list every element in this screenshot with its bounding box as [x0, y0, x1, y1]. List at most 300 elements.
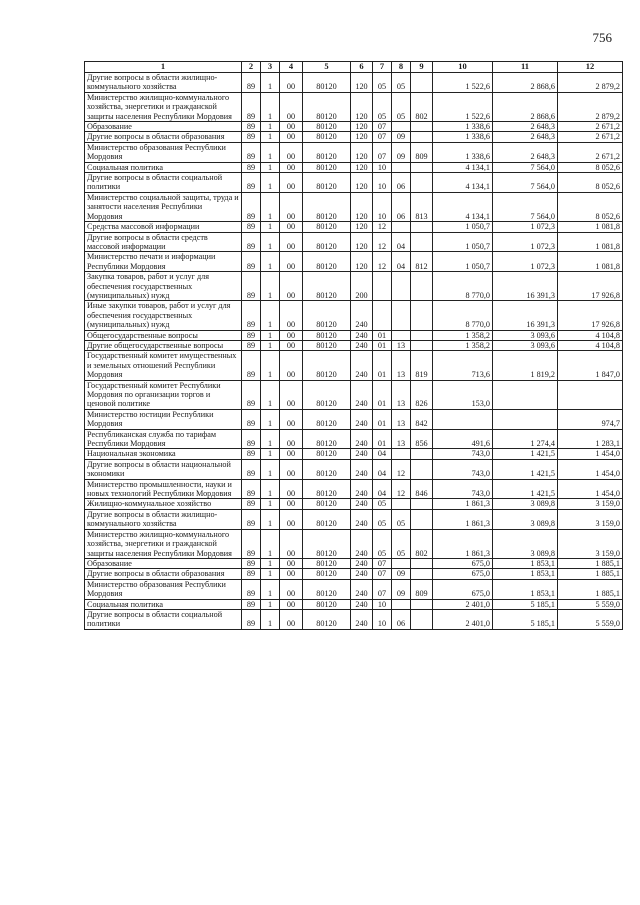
table-cell: [373, 301, 392, 330]
table-cell: 819: [411, 351, 433, 380]
table-cell: 1: [261, 122, 280, 132]
table-cell: 80120: [303, 173, 351, 193]
table-cell: 00: [280, 122, 303, 132]
table-cell: 2 868,6: [493, 92, 558, 121]
table-cell: [392, 162, 411, 172]
table-cell: 89: [242, 301, 261, 330]
table-cell: 1: [261, 509, 280, 529]
table-cell: 1 819,2: [493, 351, 558, 380]
table-cell: 01: [373, 330, 392, 340]
table-cell: 2 671,2: [558, 122, 623, 132]
table-cell: 00: [280, 132, 303, 142]
table-cell: 89: [242, 409, 261, 429]
table-cell: 7 564,0: [493, 162, 558, 172]
table-cell: 3 093,6: [493, 340, 558, 350]
table-cell: [411, 569, 433, 579]
row-label: Министерство образования Республики Мордовия: [85, 579, 242, 599]
table-cell: 743,0: [433, 479, 493, 499]
table-cell: [411, 609, 433, 629]
table-cell: [433, 409, 493, 429]
table-cell: 89: [242, 122, 261, 132]
table-cell: 05: [392, 529, 411, 558]
table-cell: 00: [280, 558, 303, 568]
table-cell: 675,0: [433, 558, 493, 568]
table-cell: 4 134,1: [433, 192, 493, 221]
table-cell: 13: [392, 409, 411, 429]
table-cell: 4 134,1: [433, 173, 493, 193]
table-cell: [411, 173, 433, 193]
table-cell: 802: [411, 92, 433, 121]
table-cell: 200: [351, 272, 373, 301]
table-cell: 89: [242, 459, 261, 479]
table-cell: 1 522,6: [433, 92, 493, 121]
table-cell: 89: [242, 479, 261, 499]
table-cell: [411, 558, 433, 568]
table-cell: 05: [373, 499, 392, 509]
row-label: Другие вопросы в области средств массовой информации: [85, 232, 242, 252]
table-cell: 153,0: [433, 380, 493, 409]
table-cell: [392, 499, 411, 509]
table-cell: 89: [242, 330, 261, 340]
table-cell: 743,0: [433, 449, 493, 459]
table-cell: 17 926,8: [558, 272, 623, 301]
table-row: [85, 529, 623, 558]
table-cell: 8 052,6: [558, 173, 623, 193]
table-cell: 1 454,0: [558, 449, 623, 459]
table-cell: 89: [242, 509, 261, 529]
table-cell: 743,0: [433, 459, 493, 479]
table-cell: 1: [261, 459, 280, 479]
table-cell: 1: [261, 340, 280, 350]
table-cell: 1 338,6: [433, 142, 493, 162]
table-cell: [392, 449, 411, 459]
table-cell: 1: [261, 599, 280, 609]
table-cell: 80120: [303, 73, 351, 93]
table-cell: 89: [242, 449, 261, 459]
table-cell: 826: [411, 380, 433, 409]
table-cell: 1 358,2: [433, 340, 493, 350]
table-cell: 5 559,0: [558, 599, 623, 609]
table-cell: 05: [373, 92, 392, 121]
table-cell: 01: [373, 429, 392, 449]
table-cell: 2 879,2: [558, 92, 623, 121]
table-cell: [411, 499, 433, 509]
table-cell: 1: [261, 192, 280, 221]
table-cell: 09: [392, 579, 411, 599]
row-label: Государственный комитет имущественных и земельных отношений Республики Мордовия: [85, 351, 242, 380]
table-cell: 240: [351, 599, 373, 609]
table-cell: [411, 330, 433, 340]
table-row: [85, 92, 623, 121]
row-label: Министерство промышленности, науки и новых технологий Республики Мордовия: [85, 479, 242, 499]
table-cell: [493, 409, 558, 429]
table-cell: 80120: [303, 479, 351, 499]
table-cell: 06: [392, 192, 411, 221]
table-cell: 1: [261, 330, 280, 340]
table-cell: 00: [280, 272, 303, 301]
table-cell: 1: [261, 409, 280, 429]
table-cell: 3 159,0: [558, 499, 623, 509]
table-cell: 1: [261, 252, 280, 272]
table-row: [85, 142, 623, 162]
table-row: [85, 330, 623, 340]
table-cell: [558, 380, 623, 409]
table-cell: 89: [242, 599, 261, 609]
table-row: [85, 132, 623, 142]
table-cell: [411, 459, 433, 479]
table-cell: 4 134,1: [433, 162, 493, 172]
row-label: Жилищно-коммунальное хозяйство: [85, 499, 242, 509]
table-cell: 00: [280, 301, 303, 330]
table-row: [85, 558, 623, 568]
table-cell: 01: [373, 351, 392, 380]
table-cell: 89: [242, 579, 261, 599]
table-cell: 00: [280, 459, 303, 479]
table-cell: 240: [351, 609, 373, 629]
table-cell: 2 671,2: [558, 142, 623, 162]
table-cell: [392, 301, 411, 330]
table-cell: 89: [242, 173, 261, 193]
table-cell: [411, 272, 433, 301]
table-cell: 1 050,7: [433, 222, 493, 232]
table-cell: 00: [280, 479, 303, 499]
table-cell: 120: [351, 132, 373, 142]
table-cell: 12: [373, 222, 392, 232]
table-cell: 120: [351, 92, 373, 121]
table-cell: 491,6: [433, 429, 493, 449]
table-row: [85, 301, 623, 330]
table-cell: 06: [392, 173, 411, 193]
table-cell: 00: [280, 162, 303, 172]
table-cell: 10: [373, 173, 392, 193]
table-cell: 1 338,6: [433, 122, 493, 132]
table-cell: [411, 162, 433, 172]
table-cell: [411, 301, 433, 330]
table-cell: 89: [242, 232, 261, 252]
table-cell: 240: [351, 330, 373, 340]
table-cell: [411, 449, 433, 459]
table-cell: 1 338,6: [433, 132, 493, 142]
table-cell: 01: [373, 340, 392, 350]
table-cell: 09: [392, 142, 411, 162]
table-cell: 1: [261, 142, 280, 162]
row-label: Государственный комитет Республики Мордовия по организации торгов и ценовой политике: [85, 380, 242, 409]
table-cell: 80120: [303, 429, 351, 449]
table-cell: 1 522,6: [433, 73, 493, 93]
table-row: [85, 340, 623, 350]
table-cell: [411, 222, 433, 232]
column-header: 11: [493, 62, 558, 73]
table-cell: 1 421,5: [493, 479, 558, 499]
table-cell: 120: [351, 173, 373, 193]
table-cell: 07: [373, 132, 392, 142]
table-cell: 1: [261, 232, 280, 252]
table-cell: 00: [280, 330, 303, 340]
column-header: 1: [85, 62, 242, 73]
table-cell: 1 421,5: [493, 449, 558, 459]
table-cell: [411, 122, 433, 132]
table-cell: 1 274,4: [493, 429, 558, 449]
table-row: [85, 509, 623, 529]
column-header: 5: [303, 62, 351, 73]
row-label: Национальная экономика: [85, 449, 242, 459]
row-label: Республиканская служба по тарифам Республики Мордовия: [85, 429, 242, 449]
budget-table: [84, 61, 623, 630]
table-cell: 80120: [303, 569, 351, 579]
table-cell: 713,6: [433, 351, 493, 380]
table-cell: 2 401,0: [433, 599, 493, 609]
table-cell: 240: [351, 509, 373, 529]
table-cell: 80120: [303, 459, 351, 479]
table-cell: 80120: [303, 142, 351, 162]
table-cell: 856: [411, 429, 433, 449]
table-cell: 1: [261, 579, 280, 599]
table-cell: 3 089,8: [493, 499, 558, 509]
table-cell: [411, 232, 433, 252]
table-cell: 120: [351, 252, 373, 272]
row-label: Социальная политика: [85, 162, 242, 172]
table-cell: 120: [351, 73, 373, 93]
row-label: Другие общегосударственные вопросы: [85, 340, 242, 350]
table-cell: 80120: [303, 92, 351, 121]
table-cell: 00: [280, 351, 303, 380]
table-cell: 10: [373, 162, 392, 172]
table-cell: [411, 509, 433, 529]
table-cell: 00: [280, 173, 303, 193]
table-cell: 13: [392, 351, 411, 380]
table-row: [85, 579, 623, 599]
table-cell: 2 879,2: [558, 73, 623, 93]
table-cell: 240: [351, 429, 373, 449]
row-label: Другие вопросы в области жилищно-коммунального хозяйства: [85, 73, 242, 93]
table-cell: [392, 272, 411, 301]
row-label: Другие вопросы в области образования: [85, 569, 242, 579]
table-cell: 04: [392, 232, 411, 252]
table-cell: 16 391,3: [493, 272, 558, 301]
table-row: [85, 272, 623, 301]
table-cell: 12: [373, 252, 392, 272]
table-row: [85, 479, 623, 499]
table-cell: 1 885,1: [558, 558, 623, 568]
row-label: Социальная политика: [85, 599, 242, 609]
row-label: Другие вопросы в области жилищно-коммунального хозяйства: [85, 509, 242, 529]
table-cell: 1: [261, 479, 280, 499]
table-cell: 2 648,3: [493, 132, 558, 142]
table-cell: 1: [261, 132, 280, 142]
table-cell: 07: [373, 569, 392, 579]
table-cell: 2 868,6: [493, 73, 558, 93]
table-cell: 4 104,8: [558, 340, 623, 350]
table-row: [85, 599, 623, 609]
table-row: [85, 429, 623, 449]
table-cell: 1: [261, 173, 280, 193]
table-cell: 10: [373, 599, 392, 609]
table-cell: 80120: [303, 132, 351, 142]
row-label: Иные закупки товаров, работ и услуг для обеспечения государственных (муниципальных) нужд: [85, 301, 242, 330]
table-row: [85, 351, 623, 380]
table-cell: 3 159,0: [558, 529, 623, 558]
table-cell: 1: [261, 558, 280, 568]
table-cell: 05: [373, 509, 392, 529]
table-cell: 89: [242, 142, 261, 162]
table-cell: 80120: [303, 232, 351, 252]
table-cell: [411, 599, 433, 609]
table-cell: 80120: [303, 192, 351, 221]
table-row: [85, 449, 623, 459]
table-cell: 12: [373, 232, 392, 252]
table-cell: 00: [280, 599, 303, 609]
table-cell: 00: [280, 509, 303, 529]
table-cell: 240: [351, 380, 373, 409]
row-label: Другие вопросы в области социальной политики: [85, 173, 242, 193]
table-cell: 240: [351, 459, 373, 479]
table-cell: 1 861,3: [433, 509, 493, 529]
table-cell: 00: [280, 499, 303, 509]
table-cell: 1: [261, 73, 280, 93]
table-cell: 80120: [303, 558, 351, 568]
table-cell: 8 770,0: [433, 272, 493, 301]
table-cell: 240: [351, 449, 373, 459]
table-cell: 1 853,1: [493, 579, 558, 599]
table-cell: 813: [411, 192, 433, 221]
row-label: Другие вопросы в области национальной экономики: [85, 459, 242, 479]
table-cell: 13: [392, 340, 411, 350]
table-cell: 01: [373, 409, 392, 429]
table-cell: 09: [392, 569, 411, 579]
table-cell: 89: [242, 272, 261, 301]
table-cell: 13: [392, 380, 411, 409]
table-cell: 675,0: [433, 579, 493, 599]
table-cell: 89: [242, 132, 261, 142]
table-cell: 2 401,0: [433, 609, 493, 629]
table-cell: 8 052,6: [558, 192, 623, 221]
table-cell: 7 564,0: [493, 192, 558, 221]
table-cell: 240: [351, 409, 373, 429]
table-header-row: [85, 62, 623, 73]
table-cell: 1: [261, 222, 280, 232]
row-label: Общегосударственные вопросы: [85, 330, 242, 340]
table-row: [85, 252, 623, 272]
table-cell: 00: [280, 569, 303, 579]
column-header: 7: [373, 62, 392, 73]
table-cell: 80120: [303, 449, 351, 459]
table-cell: [411, 73, 433, 93]
table-cell: 80120: [303, 529, 351, 558]
table-row: [85, 73, 623, 93]
table-cell: 80120: [303, 162, 351, 172]
table-cell: 89: [242, 569, 261, 579]
row-label: Министерство печати и информации Республики Мордовия: [85, 252, 242, 272]
table-cell: 1: [261, 529, 280, 558]
table-cell: 1 421,5: [493, 459, 558, 479]
table-cell: 04: [373, 459, 392, 479]
table-cell: 00: [280, 449, 303, 459]
table-cell: 00: [280, 222, 303, 232]
table-cell: 2 671,2: [558, 132, 623, 142]
table-cell: 1: [261, 162, 280, 172]
table-cell: 7 564,0: [493, 173, 558, 193]
table-cell: 80120: [303, 252, 351, 272]
table-cell: 120: [351, 222, 373, 232]
row-label: Министерство юстиции Республики Мордовия: [85, 409, 242, 429]
table-cell: 80120: [303, 272, 351, 301]
table-body: [85, 73, 623, 630]
table-cell: 3 089,8: [493, 529, 558, 558]
table-cell: 05: [373, 529, 392, 558]
table-cell: 1 358,2: [433, 330, 493, 340]
table-cell: 00: [280, 252, 303, 272]
table-cell: 80120: [303, 609, 351, 629]
column-header: 6: [351, 62, 373, 73]
table-cell: 1: [261, 429, 280, 449]
column-header: 8: [392, 62, 411, 73]
table-cell: 04: [392, 252, 411, 272]
table-cell: 240: [351, 479, 373, 499]
row-label: Министерство жилищно-коммунального хозяйства, энергетики и гражданской защиты населения Республики Мордовия: [85, 92, 242, 121]
table-cell: 1 081,8: [558, 222, 623, 232]
table-cell: 1 885,1: [558, 569, 623, 579]
row-label: Другие вопросы в области образования: [85, 132, 242, 142]
table-cell: 1: [261, 380, 280, 409]
table-cell: 120: [351, 232, 373, 252]
column-header: 2: [242, 62, 261, 73]
table-cell: 89: [242, 499, 261, 509]
table-cell: 240: [351, 351, 373, 380]
table-cell: 1 081,8: [558, 252, 623, 272]
table-cell: [392, 599, 411, 609]
table-cell: 05: [392, 73, 411, 93]
row-label: Министерство социальной защиты, труда и занятости населения Республики Мордовия: [85, 192, 242, 221]
table-cell: 974,7: [558, 409, 623, 429]
table-cell: 1: [261, 351, 280, 380]
table-cell: 1 050,7: [433, 252, 493, 272]
table-cell: 16 391,3: [493, 301, 558, 330]
row-label: Министерство жилищно-коммунального хозяйства, энергетики и гражданской защиты населения Республики Мордовия: [85, 529, 242, 558]
table-row: [85, 409, 623, 429]
table-cell: [392, 222, 411, 232]
table-cell: 120: [351, 192, 373, 221]
column-header: 12: [558, 62, 623, 73]
table-cell: 07: [373, 579, 392, 599]
table-cell: 06: [392, 609, 411, 629]
table-cell: 1 072,3: [493, 222, 558, 232]
table-cell: 89: [242, 222, 261, 232]
table-cell: 00: [280, 340, 303, 350]
table-cell: 00: [280, 609, 303, 629]
table-cell: 5 559,0: [558, 609, 623, 629]
table-cell: 00: [280, 92, 303, 121]
row-label: Министерство образования Республики Мордовия: [85, 142, 242, 162]
table-cell: [411, 340, 433, 350]
table-cell: 1 861,3: [433, 499, 493, 509]
column-header: 3: [261, 62, 280, 73]
table-cell: 1: [261, 569, 280, 579]
table-cell: 1 081,8: [558, 232, 623, 252]
table-cell: 1 072,3: [493, 252, 558, 272]
table-row: [85, 122, 623, 132]
table-cell: 1 283,1: [558, 429, 623, 449]
table-cell: 120: [351, 162, 373, 172]
table-cell: [392, 330, 411, 340]
table-cell: 05: [373, 73, 392, 93]
row-label: Другие вопросы в области социальной политики: [85, 609, 242, 629]
table-cell: 240: [351, 529, 373, 558]
table-cell: 240: [351, 558, 373, 568]
table-cell: 00: [280, 142, 303, 162]
table-row: [85, 459, 623, 479]
table-cell: 80120: [303, 330, 351, 340]
table-cell: 80120: [303, 599, 351, 609]
